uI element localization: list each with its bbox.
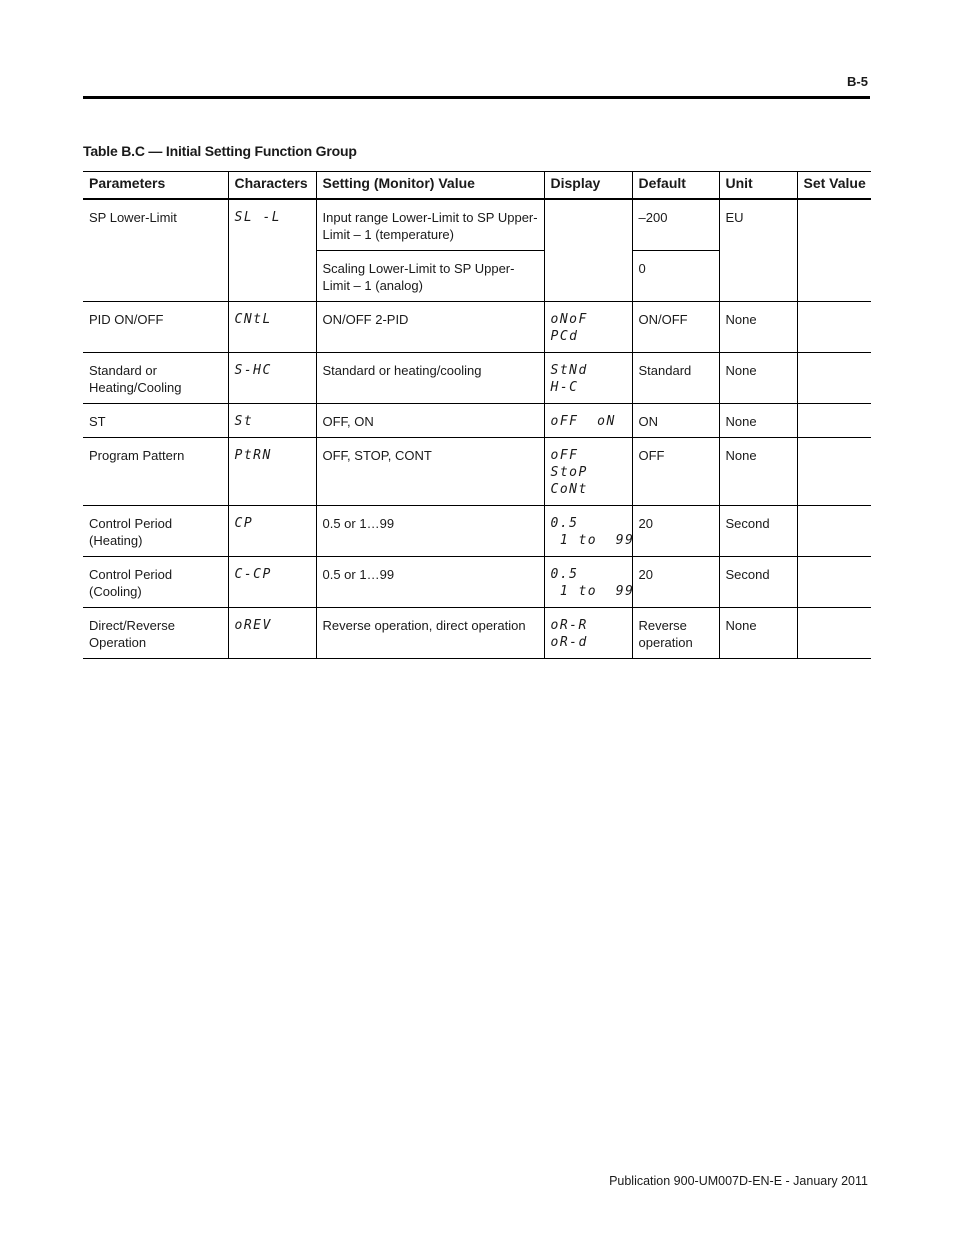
- cell-default: Reverse operation: [632, 607, 719, 658]
- header-set-value: Set Value: [797, 172, 871, 199]
- header-characters: Characters: [228, 172, 316, 199]
- cell-characters: St: [228, 403, 316, 437]
- cell-characters: oREV: [228, 607, 316, 658]
- cell-display: StNd H-C: [544, 352, 632, 403]
- header-default: Default: [632, 172, 719, 199]
- cell-set-value: [797, 505, 871, 556]
- header-setting-value: Setting (Monitor) Value: [316, 172, 544, 199]
- cell-set-value: [797, 607, 871, 658]
- table-header-row: [83, 172, 871, 199]
- cell-parameter: SP Lower-Limit: [83, 199, 228, 302]
- cell-parameter: Direct/Reverse Operation: [83, 607, 228, 658]
- cell-characters: CP: [228, 505, 316, 556]
- cell-default: –200: [632, 199, 719, 251]
- cell-set-value: [797, 352, 871, 403]
- table-row: [83, 403, 871, 437]
- cell-parameter: Control Period (Cooling): [83, 556, 228, 607]
- cell-default: 20: [632, 556, 719, 607]
- cell-setting: Input range Lower-Limit to SP Upper-Limit – 1 (temperature): [316, 199, 544, 251]
- cell-characters: SL -L: [228, 199, 316, 302]
- cell-default: ON: [632, 403, 719, 437]
- cell-parameter: Standard or Heating/Cooling: [83, 352, 228, 403]
- table-row: [83, 556, 871, 607]
- table-title: Table B.C — Initial Setting Function Group: [83, 143, 357, 159]
- initial-setting-table: [83, 171, 871, 659]
- cell-default: OFF: [632, 437, 719, 505]
- cell-setting: Standard or heating/cooling: [316, 352, 544, 403]
- cell-unit: Second: [719, 505, 797, 556]
- cell-characters: CNtL: [228, 301, 316, 352]
- cell-setting: Scaling Lower-Limit to SP Upper-Limit – 1 (analog): [316, 250, 544, 301]
- cell-parameter: PID ON/OFF: [83, 301, 228, 352]
- cell-unit: None: [719, 301, 797, 352]
- table-row: [83, 505, 871, 556]
- cell-unit: None: [719, 607, 797, 658]
- page-number: B-5: [847, 74, 868, 89]
- cell-setting: 0.5 or 1…99: [316, 505, 544, 556]
- cell-set-value: [797, 403, 871, 437]
- cell-display: oFF oN: [544, 403, 632, 437]
- cell-default: Standard: [632, 352, 719, 403]
- cell-parameter: ST: [83, 403, 228, 437]
- cell-unit: EU: [719, 199, 797, 302]
- cell-unit: None: [719, 437, 797, 505]
- table-row: [83, 301, 871, 352]
- cell-set-value: [797, 199, 871, 302]
- table-row: [83, 352, 871, 403]
- cell-default: 0: [632, 250, 719, 301]
- cell-characters: S-HC: [228, 352, 316, 403]
- cell-unit: Second: [719, 556, 797, 607]
- cell-default: 20: [632, 505, 719, 556]
- cell-set-value: [797, 437, 871, 505]
- cell-display: 0.5 1 to 99: [544, 556, 632, 607]
- cell-parameter: Control Period (Heating): [83, 505, 228, 556]
- cell-setting: 0.5 or 1…99: [316, 556, 544, 607]
- cell-display: oR-R oR-d: [544, 607, 632, 658]
- cell-display: oFF StoP CoNt: [544, 437, 632, 505]
- cell-display: [544, 199, 632, 302]
- cell-default: ON/OFF: [632, 301, 719, 352]
- cell-unit: None: [719, 352, 797, 403]
- cell-display: oNoF PCd: [544, 301, 632, 352]
- cell-set-value: [797, 556, 871, 607]
- header-unit: Unit: [719, 172, 797, 199]
- cell-display: 0.5 1 to 99: [544, 505, 632, 556]
- table-row: [83, 199, 871, 251]
- cell-characters: C-CP: [228, 556, 316, 607]
- cell-parameter: Program Pattern: [83, 437, 228, 505]
- cell-setting: Reverse operation, direct operation: [316, 607, 544, 658]
- cell-characters: PtRN: [228, 437, 316, 505]
- cell-unit: None: [719, 403, 797, 437]
- cell-setting: OFF, ON: [316, 403, 544, 437]
- cell-setting: OFF, STOP, CONT: [316, 437, 544, 505]
- header-parameters: Parameters: [83, 172, 228, 199]
- table-row: [83, 437, 871, 505]
- header-rule: [83, 96, 870, 99]
- publication-footer: Publication 900-UM007D-EN-E - January 2011: [609, 1174, 868, 1188]
- cell-set-value: [797, 301, 871, 352]
- table-row: [83, 607, 871, 658]
- cell-setting: ON/OFF 2-PID: [316, 301, 544, 352]
- header-display: Display: [544, 172, 632, 199]
